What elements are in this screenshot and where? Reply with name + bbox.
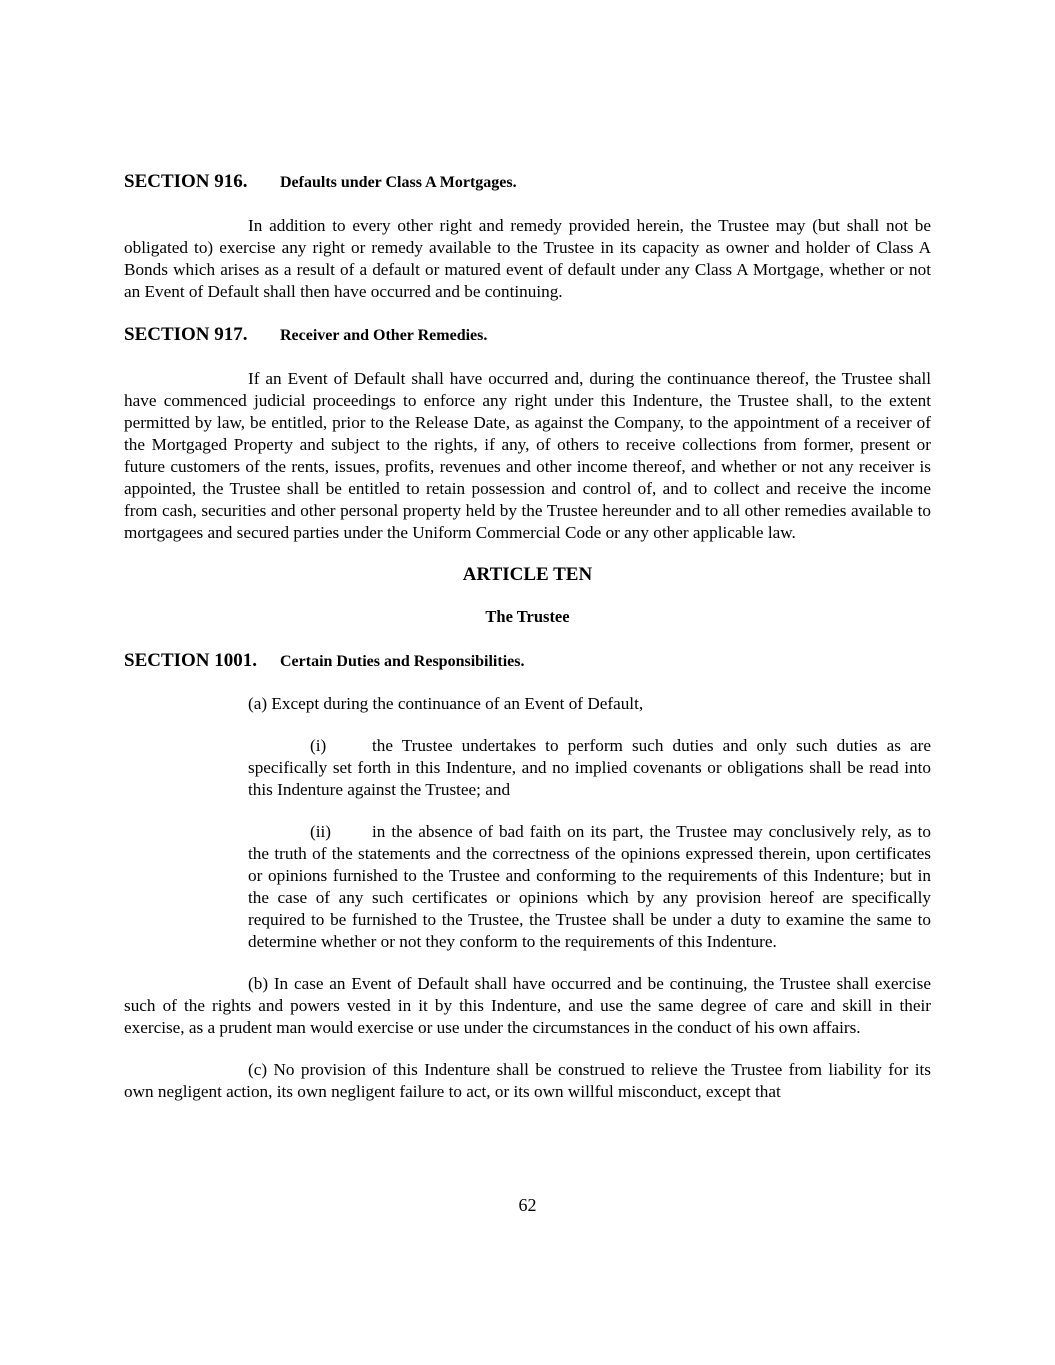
- clause-b: (b) In case an Event of Default shall have occurred and be continuing, the Trustee shall exercise such of the rights and powers vested in it by this Indenture, and use the same degree of care and skill in their exercise, as a prudent man would exercise or use under the circumstances in the conduct of his own affairs.: [124, 974, 931, 1037]
- section-916-heading: [124, 170, 931, 195]
- section-916-body: In addition to every other right and remedy provided herein, the Trustee may (but shall not be obligated to) exercise any right or remedy available to the Trustee in its capacity as owner and holder of Class A Bonds which arises as a result of a default or matured event of default under any Class A Mortgage, whether or not an Event of Default shall then have occurred and be continuing.: [124, 216, 931, 301]
- clause-c: (c) No provision of this Indenture shall be construed to relieve the Trustee from liability for its own negligent action, its own negligent failure to act, or its own willful misconduct, except that: [124, 1060, 931, 1101]
- section-917-title: Receiver and Other Remedies.: [280, 327, 488, 344]
- clause-ii-text: in the absence of bad faith on its part, the Trustee may conclusively rely, as to the truth of the statements and the correctness of the opinions expressed therein, upon certificates or opinions furnished to the Trustee and conforming to the requirements of this Indenture; but in the case of any such certificates or opinions which by any provision hereof are specifically required to be furnished to the Trustee, the Trustee shall be under a duty to examine the same to determine whether or not they conform to the requirements of this Indenture.: [248, 822, 931, 951]
- section-1001-title: Certain Duties and Responsibilities.: [280, 653, 525, 670]
- document-page: [124, 170, 931, 1103]
- clause-i-label: (i): [310, 736, 327, 755]
- section-1001-heading: [124, 649, 931, 674]
- article-heading: ARTICLE TEN: [462, 564, 593, 585]
- clause-ii-label: (ii): [310, 822, 331, 841]
- section-917-body: If an Event of Default shall have occurred and, during the continuance thereof, the Trustee shall have commenced judicial proceedings to enforce any right under this Indenture, the Trustee shall, to the extent permitted by law, be entitled, prior to the Release Date, as against the Company, to the appointment of a receiver of the Mortgaged Property and subject to the rights, if any, of others to receive collections from former, present or future customers of the rents, issues, profits, revenues and other income thereof, and whether or not any receiver is appointed, the Trustee shall be entitled to retain possession and control of, and to collect and receive the income from cash, securities and other personal property held by the Trustee hereunder and to all other remedies available to mortgagees and secured parties under the Uniform Commercial Code or any other applicable law.: [124, 369, 931, 542]
- clause-a: (a) Except during the continuance of an Event of Default,: [248, 694, 644, 713]
- page-number: 62: [518, 1195, 537, 1215]
- section-916-number: SECTION 916.: [124, 171, 248, 192]
- section-916-title: Defaults under Class A Mortgages.: [280, 174, 517, 191]
- section-1001-number: SECTION 1001.: [124, 650, 258, 671]
- section-917-number: SECTION 917.: [124, 324, 248, 345]
- section-917-heading: [124, 323, 931, 348]
- clause-ii: [248, 821, 931, 953]
- clause-i: [248, 735, 931, 801]
- article-subheading: The Trustee: [485, 607, 570, 626]
- clause-i-text: the Trustee undertakes to perform such duties and only such duties as are specifically set forth in this Indenture, and no implied covenants or obligations shall be read into this Indenture against the Trustee; and: [248, 736, 931, 799]
